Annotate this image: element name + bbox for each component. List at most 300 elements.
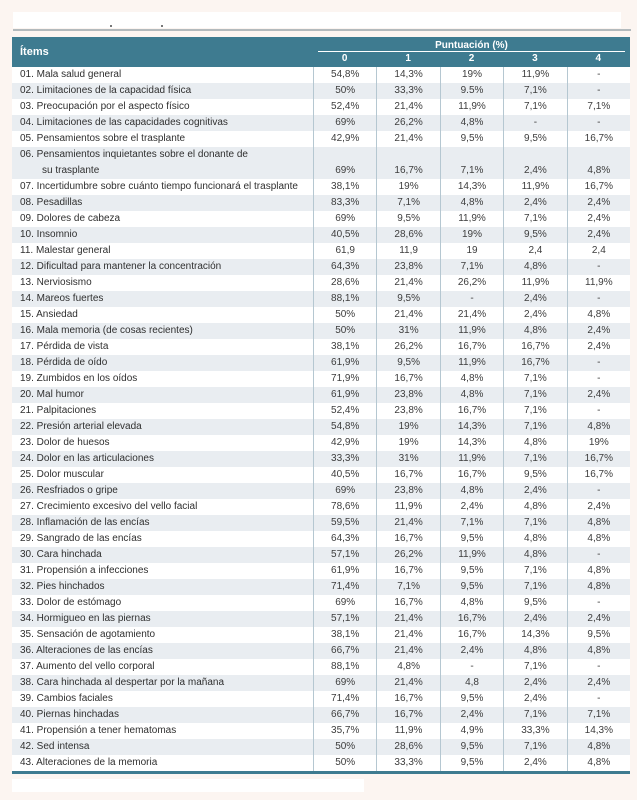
score-cell: 9,5% [376, 355, 439, 371]
score-cell: 23,8% [376, 403, 439, 419]
score-cell: 14,3% [567, 723, 630, 739]
score-header-group [313, 37, 630, 67]
score-cell: 57,1% [313, 547, 376, 563]
score-cell: - [567, 291, 630, 307]
score-cell: 21,4% [440, 307, 503, 323]
score-cell: 4,8% [567, 515, 630, 531]
score-cell: 2,4% [567, 499, 630, 515]
table-row [12, 115, 630, 131]
score-cell: 16,7% [376, 467, 439, 483]
score-cell: 9,5% [440, 579, 503, 595]
score-cell: 33,3% [376, 755, 439, 771]
score-cell: 16,7% [376, 563, 439, 579]
score-cell: 2,4% [503, 147, 566, 179]
table-row [12, 547, 630, 563]
score-cell: 14,3% [440, 419, 503, 435]
score-cell: 11,9% [503, 179, 566, 195]
score-cell: 26,2% [376, 115, 439, 131]
score-cell: 9,5% [503, 595, 566, 611]
score-cell: 31% [376, 323, 439, 339]
score-cell: 7,1% [503, 707, 566, 723]
score-cell: 4,8% [503, 643, 566, 659]
item-label: 11. Malestar general [20, 245, 111, 256]
item-label: 03. Preocupación por el aspecto físico [20, 101, 190, 112]
score-cell: 4,8% [567, 147, 630, 179]
table-row [12, 131, 630, 147]
table-row [12, 67, 630, 83]
score-cell: 16,7% [376, 531, 439, 547]
item-label: 43. Alteraciones de la memoria [20, 757, 158, 768]
score-cell: 21,4% [376, 515, 439, 531]
score-cell: 16,7% [440, 467, 503, 483]
score-cell: 9,5% [503, 467, 566, 483]
item-label: 05. Pensamientos sobre el trasplante [20, 133, 186, 144]
table-row [12, 147, 630, 179]
score-cell: 38,1% [313, 179, 376, 195]
item-label: 39. Cambios faciales [20, 693, 113, 704]
score-cell: - [440, 659, 503, 675]
score-cell: - [440, 291, 503, 307]
item-label: 10. Insomnio [20, 229, 78, 240]
table-row [12, 563, 630, 579]
results-table [12, 37, 630, 774]
score-cell: 21,4% [376, 675, 439, 691]
table-row [12, 355, 630, 371]
score-cell: 2,4% [567, 227, 630, 243]
score-cell: 9,5% [376, 211, 439, 227]
table-row [12, 611, 630, 627]
score-cell: 7,1% [503, 387, 566, 403]
score-cell: 7,1% [503, 403, 566, 419]
score-cell: - [567, 403, 630, 419]
score-cell: 16,7% [440, 611, 503, 627]
score-cell: 69% [313, 675, 376, 691]
score-cell: 2,4% [503, 291, 566, 307]
score-cell: 2,4% [567, 323, 630, 339]
table-row [12, 227, 630, 243]
caption-remnant-dot [110, 25, 112, 27]
score-cell: 2,4% [567, 387, 630, 403]
table-row [12, 579, 630, 595]
item-label: 08. Pesadillas [20, 197, 83, 208]
item-label: 29. Sangrado de las encías [20, 533, 142, 544]
score-cell: 19% [376, 179, 439, 195]
score-cell: 11,9 [376, 243, 439, 259]
score-cell: 7,1% [567, 99, 630, 115]
score-cell: 21,4% [376, 275, 439, 291]
item-label: 12. Dificultad para mantener la concentración [20, 261, 222, 272]
score-cell: 16,7% [440, 403, 503, 419]
table-bottom-border [12, 771, 630, 774]
score-cell: 16,7% [503, 355, 566, 371]
item-label: 28. Inflamación de las encías [20, 517, 150, 528]
score-cell: 9,5% [440, 691, 503, 707]
score-cell: 23,8% [376, 483, 439, 499]
table-row [12, 291, 630, 307]
score-cell: 16,7% [440, 339, 503, 355]
score-cell: 2,4% [503, 195, 566, 211]
score-cell: 69% [313, 595, 376, 611]
score-cell: 7,1% [503, 515, 566, 531]
score-cell: 4,8% [376, 659, 439, 675]
score-cell: 2,4% [567, 611, 630, 627]
score-cell: 9,5% [440, 531, 503, 547]
score-cell: 11,9% [503, 67, 566, 83]
score-cell: 16,7% [567, 467, 630, 483]
score-cell: 4,8% [567, 307, 630, 323]
table-row [12, 339, 630, 355]
score-cell: 11,9% [567, 275, 630, 291]
erased-caption-area [13, 12, 621, 28]
score-col-2: 2 [468, 53, 475, 64]
score-cell: - [567, 83, 630, 99]
score-cell: 59,5% [313, 515, 376, 531]
table-row [12, 435, 630, 451]
score-cell: 88,1% [313, 659, 376, 675]
score-cell: 2,4% [503, 307, 566, 323]
score-cell: 52,4% [313, 403, 376, 419]
score-cell: 2,4% [503, 611, 566, 627]
score-cell: 19% [567, 435, 630, 451]
item-label: 31. Propensión a infecciones [20, 565, 149, 576]
item-label: 06. Pensamientos inquietantes sobre el donante de su trasplante [20, 149, 248, 176]
score-cell: 9,5% [503, 131, 566, 147]
item-label: 37. Aumento del vello corporal [20, 661, 155, 672]
item-label: 38. Cara hinchada al despertar por la mañana [20, 677, 225, 688]
item-label: 21. Palpitaciones [20, 405, 97, 416]
table-row [12, 179, 630, 195]
score-cell: - [567, 67, 630, 83]
score-cell: 50% [313, 739, 376, 755]
score-cell: 64,3% [313, 259, 376, 275]
score-cell: 4,8% [503, 499, 566, 515]
score-cell: 83,3% [313, 195, 376, 211]
score-group-title: Puntuación (%) [318, 37, 625, 52]
score-cell: 28,6% [376, 739, 439, 755]
score-cell: 28,6% [376, 227, 439, 243]
score-cell: 7,1% [503, 659, 566, 675]
score-cell: - [567, 483, 630, 499]
item-label: 35. Sensación de agotamiento [20, 629, 156, 640]
item-label: 23. Dolor de huesos [20, 437, 110, 448]
table-row [12, 707, 630, 723]
score-cell: 7,1% [440, 515, 503, 531]
score-cell: 16,7% [376, 707, 439, 723]
score-cell: 42,9% [313, 435, 376, 451]
score-cell: 69% [313, 483, 376, 499]
table-row [12, 99, 630, 115]
score-cell: 2,4% [440, 707, 503, 723]
score-cell: 40,5% [313, 467, 376, 483]
item-label: 32. Pies hinchados [20, 581, 105, 592]
score-cell: 11,9% [503, 275, 566, 291]
score-cell: 14,3% [503, 627, 566, 643]
score-cell: 9,5% [440, 739, 503, 755]
table-row [12, 83, 630, 99]
score-cell: 4,8% [567, 579, 630, 595]
score-cell: 11,9% [440, 211, 503, 227]
score-cell: 4,8 [440, 675, 503, 691]
score-cell: 4,8% [440, 371, 503, 387]
erased-footnote-area [12, 779, 364, 792]
score-cell: 7,1% [503, 451, 566, 467]
score-cell: 7,1% [503, 211, 566, 227]
score-cell: 4,8% [440, 387, 503, 403]
score-cell: 9,5% [503, 227, 566, 243]
score-cell: 26,2% [440, 275, 503, 291]
score-cell: 2,4 [503, 243, 566, 259]
score-cell: 71,4% [313, 579, 376, 595]
score-cell: 21,4% [376, 131, 439, 147]
score-cell: 11,9% [440, 323, 503, 339]
table-row [12, 451, 630, 467]
score-cell: 61,9 [313, 243, 376, 259]
score-cell: 11,9% [376, 723, 439, 739]
table-body [12, 67, 630, 771]
score-cell: 2,4 [567, 243, 630, 259]
score-cell: 16,7% [440, 627, 503, 643]
score-cell: 19 [440, 243, 503, 259]
score-cell: 4,8% [440, 595, 503, 611]
score-cell: 7,1% [503, 419, 566, 435]
score-cell: 33,3% [313, 451, 376, 467]
table-row [12, 531, 630, 547]
table-row [12, 403, 630, 419]
item-label: 09. Dolores de cabeza [20, 213, 121, 224]
table-row [12, 755, 630, 771]
score-cell: 2,4% [567, 339, 630, 355]
item-label: 25. Dolor muscular [20, 469, 104, 480]
item-label: 34. Hormigueo en las piernas [20, 613, 151, 624]
score-cell: 2,4% [440, 499, 503, 515]
score-cell: 54,8% [313, 67, 376, 83]
score-cell: 2,4% [503, 675, 566, 691]
score-cell: 4,8% [440, 483, 503, 499]
table-row [12, 499, 630, 515]
table-row [12, 723, 630, 739]
item-label: 26. Resfriados o gripe [20, 485, 118, 496]
item-label: 13. Nerviosismo [20, 277, 92, 288]
score-cell: 19% [376, 435, 439, 451]
score-cell: 33,3% [503, 723, 566, 739]
score-cell: 9.5% [440, 83, 503, 99]
table-row [12, 515, 630, 531]
score-cell: 71,9% [313, 371, 376, 387]
score-cell: 21,4% [376, 611, 439, 627]
table-row [12, 419, 630, 435]
score-cell: - [567, 595, 630, 611]
score-cell: 69% [313, 147, 376, 179]
score-cell: 7,1% [503, 563, 566, 579]
score-cell: 78,6% [313, 499, 376, 515]
score-cell: 2,4% [503, 483, 566, 499]
score-cell: 4,8% [567, 643, 630, 659]
item-label: 33. Dolor de estómago [20, 597, 122, 608]
score-cell: 16,7% [567, 131, 630, 147]
score-cell: 2,4% [567, 675, 630, 691]
score-cell: 4,8% [503, 259, 566, 275]
score-cell: 61,9% [313, 387, 376, 403]
score-cell: 21,4% [376, 99, 439, 115]
score-cell: 28,6% [313, 275, 376, 291]
table-row [12, 307, 630, 323]
table-row [12, 627, 630, 643]
table-row [12, 739, 630, 755]
score-cell: 16,7% [503, 339, 566, 355]
table-row [12, 323, 630, 339]
item-label: 40. Piernas hinchadas [20, 709, 119, 720]
score-cell: 11,9% [440, 355, 503, 371]
score-cell: 11,9% [376, 499, 439, 515]
item-label: 02. Limitaciones de la capacidad física [20, 85, 192, 96]
score-cell: 4,8% [440, 115, 503, 131]
score-cell: - [567, 691, 630, 707]
score-cell: 4,8% [503, 435, 566, 451]
score-cell: - [567, 355, 630, 371]
score-cell: 14,3% [376, 67, 439, 83]
score-cell: 7,1% [503, 99, 566, 115]
score-col-4: 4 [595, 53, 602, 64]
score-cell: 88,1% [313, 291, 376, 307]
score-cell: 19% [440, 227, 503, 243]
score-cell: 4,8% [567, 739, 630, 755]
score-cell: 52,4% [313, 99, 376, 115]
score-cell: 11,9% [440, 451, 503, 467]
score-cell: 4,8% [503, 531, 566, 547]
item-label: 14. Mareos fuertes [20, 293, 104, 304]
table-row [12, 195, 630, 211]
score-cell: 4,8% [567, 531, 630, 547]
score-cell: 71,4% [313, 691, 376, 707]
item-label: 07. Incertidumbre sobre cuánto tiempo funcionará el trasplante [20, 181, 298, 192]
score-cell: 16,7% [376, 147, 439, 179]
table-row [12, 659, 630, 675]
score-cell: 7,1% [503, 579, 566, 595]
score-cell: - [567, 547, 630, 563]
score-cell: 31% [376, 451, 439, 467]
top-divider-rule [13, 29, 631, 31]
score-col-3: 3 [532, 53, 538, 64]
score-cell: 61,9% [313, 355, 376, 371]
score-cell: 69% [313, 115, 376, 131]
score-cell: 4,8% [567, 755, 630, 771]
score-cell: 4,8% [567, 563, 630, 579]
score-cell: 35,7% [313, 723, 376, 739]
score-cell: 9,5% [440, 131, 503, 147]
score-cell: 7,1% [376, 195, 439, 211]
item-label: 41. Propensión a tener hematomas [20, 725, 177, 736]
table-row [12, 275, 630, 291]
score-cell: 7,1% [440, 147, 503, 179]
score-cell: 57,1% [313, 611, 376, 627]
score-cell: 26,2% [376, 339, 439, 355]
table-row [12, 387, 630, 403]
score-cell: 38,1% [313, 339, 376, 355]
score-cell: 7,1% [503, 371, 566, 387]
score-cell: - [567, 259, 630, 275]
score-cell: 7,1% [503, 739, 566, 755]
item-label: 20. Mal humor [20, 389, 84, 400]
score-cell: 50% [313, 307, 376, 323]
table-row [12, 595, 630, 611]
table-row [12, 371, 630, 387]
score-cell: 38,1% [313, 627, 376, 643]
item-label: 17. Pérdida de vista [20, 341, 109, 352]
score-cell: - [503, 115, 566, 131]
score-column-labels [313, 52, 630, 67]
score-cell: 4,8% [503, 547, 566, 563]
table-row [12, 259, 630, 275]
item-label: 22. Presión arterial elevada [20, 421, 142, 432]
score-cell: 2,4% [503, 691, 566, 707]
score-cell: - [567, 115, 630, 131]
item-label: 27. Crecimiento excesivo del vello facial [20, 501, 198, 512]
score-cell: 16,7% [376, 595, 439, 611]
item-label: 19. Zumbidos en los oídos [20, 373, 138, 384]
score-cell: 11,9% [440, 547, 503, 563]
score-cell: - [567, 371, 630, 387]
score-cell: 64,3% [313, 531, 376, 547]
score-cell: 7,1% [376, 579, 439, 595]
score-cell: 2,4% [567, 195, 630, 211]
score-cell: 54,8% [313, 419, 376, 435]
table-row [12, 691, 630, 707]
score-cell: 9,5% [440, 563, 503, 579]
score-cell: 16,7% [376, 691, 439, 707]
caption-remnant-dot [161, 25, 163, 27]
score-cell: 4,8% [567, 419, 630, 435]
item-label: 24. Dolor en las articulaciones [20, 453, 154, 464]
score-cell: 16,7% [376, 371, 439, 387]
score-cell: 69% [313, 211, 376, 227]
score-cell: 4,8% [440, 195, 503, 211]
score-cell: 50% [313, 755, 376, 771]
score-cell: 4,8% [503, 323, 566, 339]
score-cell: 33,3% [376, 83, 439, 99]
item-label: 04. Limitaciones de las capacidades cognitivas [20, 117, 228, 128]
score-cell: 23,8% [376, 259, 439, 275]
score-cell: 9,5% [440, 755, 503, 771]
score-cell: 19% [376, 419, 439, 435]
score-cell: - [567, 659, 630, 675]
score-cell: 16,7% [567, 179, 630, 195]
score-cell: 14,3% [440, 179, 503, 195]
score-cell: 4,9% [440, 723, 503, 739]
item-label: 36. Alteraciones de las encías [20, 645, 153, 656]
score-cell: 40,5% [313, 227, 376, 243]
item-label: 16. Mala memoria (de cosas recientes) [20, 325, 193, 336]
item-label: 30. Cara hinchada [20, 549, 102, 560]
item-label: 15. Ansiedad [20, 309, 78, 320]
score-cell: 2,4% [440, 643, 503, 659]
score-cell: 7,1% [567, 707, 630, 723]
score-cell: 7,1% [503, 83, 566, 99]
score-col-0: 0 [341, 53, 348, 64]
score-cell: 7,1% [440, 259, 503, 275]
score-cell: 42,9% [313, 131, 376, 147]
score-col-1: 1 [405, 53, 411, 64]
score-cell: 23,8% [376, 387, 439, 403]
score-cell: 26,2% [376, 547, 439, 563]
score-cell: 14,3% [440, 435, 503, 451]
table-row [12, 483, 630, 499]
table-row [12, 243, 630, 259]
table-row [12, 643, 630, 659]
items-column-header: Ítems [20, 46, 49, 58]
score-cell: 21,4% [376, 643, 439, 659]
score-cell: 16,7% [567, 451, 630, 467]
table-header [12, 37, 630, 67]
